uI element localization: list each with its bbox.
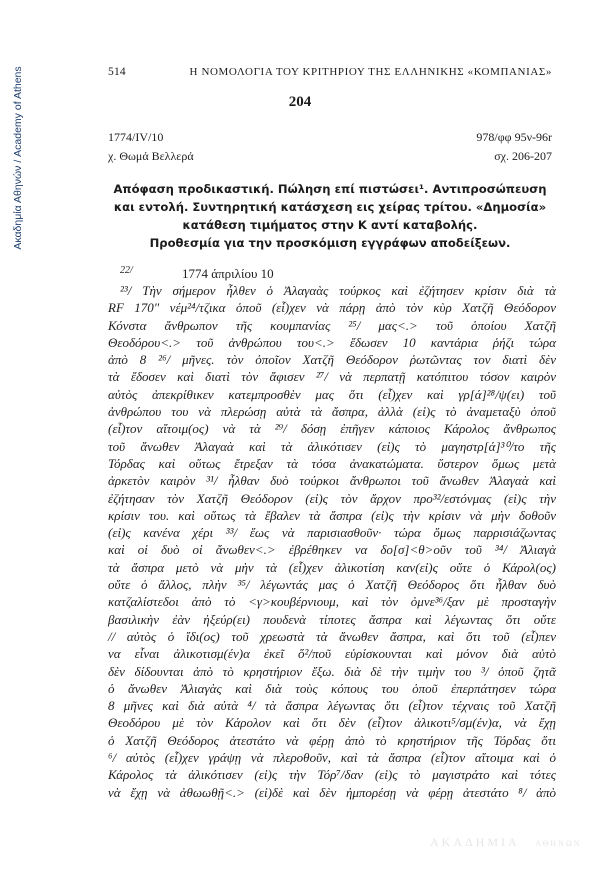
body-line: Θεοδόρου μὲ τὸν Κάρολον καὶ ὅτι δὲν (εἶ)τον ἀλικοτι⁵/σμ(έν)α, νὰ ἔχῃ — [108, 715, 556, 731]
meta-left — [108, 128, 194, 166]
sheet-reference: σχ. 206-207 — [494, 149, 552, 163]
running-title: Η ΝΟΜΟΛΟΓΙΑ ΤΟΥ ΚΡΙΤΗΡΙΟΥ ΤΗΣ ΕΛΛΗΝΙΚΗΣ «ΚΟΜΠΑΝΙΑΣ» — [189, 66, 552, 78]
summary — [108, 180, 552, 252]
meta-right — [454, 128, 552, 166]
body-line: ἀπὸ 8 ²⁶/ μῆνες. τὸν ὁποῖον Χατζῆ Θεόδορον ῥωτῶντας τον διατὶ δὲν — [108, 352, 556, 368]
body-line: αὐτὸς ἀπεκρίθικεν κατεμπροσθὲν μας ὅτι (εἶ)χεν καὶ γρ[ά]²⁸/ψ(ει) τοῦ — [108, 386, 556, 402]
body-line: νὰ ἔχῃ νὰ ἀθωωθῇ<.> (εἰ)δὲ καὶ δὲν ἠμπορέσῃ νὰ φέρῃ ἀτεστάτο ⁸/ ἀπὸ — [108, 784, 556, 800]
body-line: ²³/ Τὴν σήμερον ἦλθεν ὁ Ἀλαγαὰς τούρκος καὶ ἐζήτησεν κρίσιν διὰ τὰ — [120, 283, 556, 298]
body-text — [108, 282, 556, 801]
body-line: Τόρδας καὶ οὕτως ἔτρεξαν τὰ τόσα ἀνακατώματα. ὕστερον ὅμως μετὰ — [108, 455, 556, 471]
page-number: 514 — [108, 66, 126, 78]
entry-date: 1774 άπριλίου 10 — [182, 266, 274, 282]
page-header — [108, 66, 552, 78]
body-line: ἀνθρώπου του νὰ πλερώσῃ αὐτὰ τὰ ἄσπρα, ἀλλὰ (εἰ)ς τὸ ἀναμεταξὺ ὁποῦ — [108, 404, 556, 420]
body-line: ὁ ἄνωθεν Ἀλιαγὰς καὶ διὰ τοὺς κόπους του ὁποῦ ἐπερπάτησεν τώρα — [108, 680, 556, 696]
body-line: (εἰ)ς κανένα χέρι ³³/ ἕως νὰ παρισιασθοῦν· τώρα ὅμως παρρισιάζωντας — [108, 525, 556, 541]
document-date: 1774/IV/10 — [108, 130, 164, 144]
body-line: βασιλικὴν ἐὰν ἠξεύρ(ει) πουδενὰ τίποτες ἄσπρα καὶ λέγωντας ὅτι οὔτε — [108, 611, 556, 627]
body-line: Κόνστα ἄνθρωπον τῆς κουμπανίας ²⁵/ μας<.> τοῦ ὁποίου Χατζῆ — [108, 317, 556, 333]
line-number: 22/ — [120, 265, 133, 276]
summary-line: Προθεσμία για την προσκόμιση εγγράφων αποδείξεων. — [149, 236, 511, 250]
date-line — [120, 265, 274, 282]
summary-line: κατάθεση τιμήματος στην Κ αντί καταβολής. — [182, 218, 478, 232]
body-line: 8 μῆνες καὶ διὰ αὐτὰ ⁴/ τὰ ἄσπρα λέγωντας ὅτι (εἶ)τον τέχναις τοῦ Χατζῆ — [108, 698, 556, 714]
document-number: 204 — [288, 94, 312, 110]
body-line: ⁶/ αὐτὸς (εἶ)χεν γράψῃ νὰ πλεροθοῦν, καὶ τὰ ἄσπρα (εἶ)τον αἴτοιμα καὶ ὁ — [108, 750, 556, 766]
body-line: (εἶ)τον αἴτοιμ(ος) νὰ τὰ ²⁹/ δόσῃ ἐπῆγεν κάποιος Κάρολος ἄνθρωπος — [108, 421, 556, 437]
body-line: οὔτε ὁ ἄλλος, πλὴν ³⁵/ λέγωντάς μας ὁ Χατζῆ Θεόδορος ὅτι ἦλθαν δυὸ — [108, 577, 556, 593]
body-line: RF 170" νέμ²⁴/τζικα ὁποῦ (εἶ)χεν νὰ πάρῃ ἀπὸ τὸν κὺρ Χατζῆ Θεόδορον — [108, 300, 556, 316]
summary-line: και εντολή. Συντηρητική κατάσχεση εις χείρας τρίτου. «Δημοσία» — [113, 200, 547, 214]
body-line: να εἶναι ἀλικοτισμ(έν)α ἐκεῖ ὅ²/ποῦ εὑρίσκουνται καὶ μόνον διὰ αὐτὸ — [108, 646, 556, 662]
body-line: ἀρκετὸν καιρὸν ³¹/ ἦλθαν δυὸ τούρκοι ἄνθρωποι τοῦ ἄνωθεν Ἀλαγαὰ καὶ — [108, 473, 556, 489]
body-line: τὰ ἔδοσεν καὶ διατὶ τὸν ἄφισεν ²⁷/ νὰ περπατῇ κατόπιτου τόσον καιρὸν — [108, 369, 556, 385]
watermark — [430, 835, 582, 850]
summary-line: Απόφαση προδικαστική. Πώληση επί πιστώσει¹. Αντιπροσώπευση — [113, 182, 547, 196]
body-line: κρίσιν του. καὶ οὕτως τὰ ἔβαλεν τὰ ἄσπρα (εἰ)ς τὴν κρίσιν νὰ μὴν δοθοῦν — [108, 507, 556, 523]
body-line: τοῦ ἄνωθεν Ἀλαγαὰ καὶ τὰ ἀλικότισεν (εἰ)ς τὸ μαγηστρ[ά]³⁰/το τῆς — [108, 438, 556, 454]
body-line: τὰ ἄσπρα μετὸ νὰ μὴν τὰ (εἶ)χεν ἀλικοτίση καν(εἰ)ς οὔτε ὁ Κάρολ(ος) — [108, 559, 556, 575]
body-line: ὁ Χατζῆ Θεόδορος ἀτεστάτο νὰ φέρῃ ἀπὸ τὸ κρηστήριον τῆς Τόρδας ὅτι — [108, 732, 556, 748]
body-line: Θεοδόρου<.> τοῦ ἀνθρώπου του<.> ἔδωσεν 10 καντάρια ῥήζι τώρα — [108, 334, 556, 350]
body-line: κατζαλίστεδοι ἀπὸ τὸ <γ>κουβέρνιουμ, καὶ τὸν ὀμνε³⁶/ξαν μὲ προσταγὴν — [108, 594, 556, 610]
watermark-subtext: ΑΘΗΝΩΝ — [535, 839, 582, 848]
scribe: χ. Θωμά Βελλερά — [108, 149, 194, 163]
folio-reference: 978/φφ 95ν-96r — [476, 130, 552, 144]
side-label: Ακαδημία Αθηνών / Academy of Athens — [12, 66, 24, 250]
body-line: καὶ οἱ δυὸ οἱ ἄνωθεν<.> ἐβρέθηκεν να δο[σ]<θ>οῦν τοῦ ³⁴/ Ἀλιαγὰ — [108, 542, 556, 558]
body-line: Κάρολος τὰ ἀλικότισεν (εἰ)ς τὴν Τόρ⁷/δαν (εἰ)ς τὸ μαγιστράτο καὶ τότες — [108, 767, 556, 783]
watermark-text: ΑΚΑΔΗΜΙΑ — [430, 835, 520, 849]
body-line: // αὐτὸς ὁ ἴδι(ος) τοῦ χρεωστὰ τὰ ἄνωθεν ἄσπρα, καὶ ὅτι τοῦ (εἶ)πεν — [108, 628, 556, 644]
body-line: ἐζήτησαν τὸν Χατζῆ Θεόδορον (εἰ)ς τὸν ἄρχον προ³²/εστόνμας (εἰ)ς τὴν — [108, 490, 556, 506]
body-line: δὲν δίδουνται ἀπὸ τὸ κρηστήριον ἔξω. διὰ δὲ τὴν τιμὴν του ³/ ὁποῦ ζητᾶ — [108, 663, 556, 679]
